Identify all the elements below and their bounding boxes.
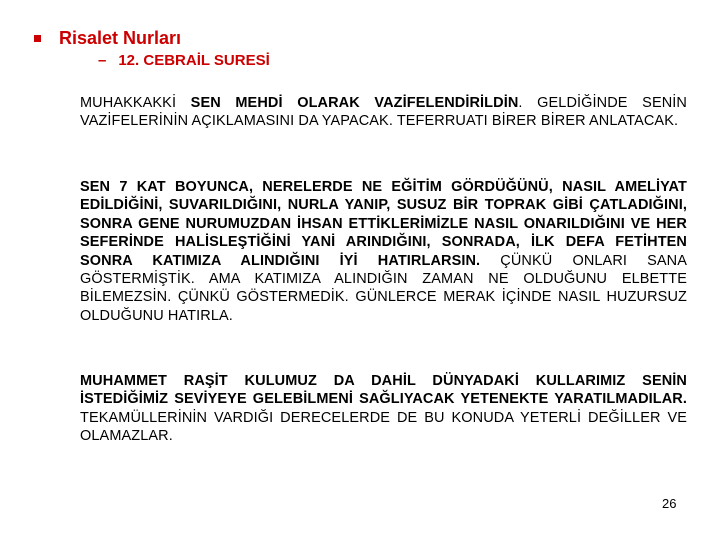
paragraph-2 (80, 178, 687, 325)
paragraph-3 (80, 372, 687, 446)
square-bullet-icon (34, 35, 41, 42)
heading-bullet (34, 28, 181, 49)
subheading-bullet (98, 52, 270, 69)
page-number: 26 (662, 496, 677, 511)
paragraph-1-text-a: MUHAKKAKKİ (80, 95, 191, 111)
paragraph-3-text: TEKAMÜLLERİNİN VARDIĞI DERECELERDE DE BU KONUDA YETERLİ DEĞİLLER VE OLAMAZLAR. (80, 409, 687, 445)
paragraph-2-text: ÇÜNKÜ ONLARI SANA GÖSTERMİŞTİK. AMA KATIMIZA ALINDIĞIN ZAMAN NE OLDUĞUNU ELBETTE BİLEMEZSİN. ÇÜNKÜ GÖSTERMEDİK. GÜNLERCE MERAK İÇİNDE NASIL HUZURSUZ OLDUĞUNU HATIRLA. (80, 252, 688, 324)
heading: Risalet Nurları (59, 28, 182, 48)
dash-bullet: – (98, 52, 107, 69)
paragraph-1 (80, 94, 687, 131)
paragraph-3-bold: MUHAMMET RAŞİT KULUMUZ DA DAHİL DÜNYADAKİ KULLARIMIZ SENİN İSTEDİĞİMİZ SEVİYEYE GELEBİLMENİ SAĞLIYACAK YETENEKTE YARATILMADILAR. (80, 373, 687, 408)
paragraph-1-text-c: . GELDİĞİNDE SENİN VAZİFELERİNİN AÇIKLAMASINI DA YAPACAK. TEFERRUATI BİRER BİRER ANLATACAK. (80, 95, 687, 130)
paragraph-2-bold: SEN 7 KAT BOYUNCA, NERELERDE NE EĞİTİM GÖRDÜĞÜNÜ, NASIL AMELİYAT EDİLDİĞİNİ, SUVARILDIĞINI, NURLA YANIP, SUSUZ BİR TOPRAK GİBİ ÇATLADIĞINI, SONRA GENE NURUMUZDAN İHSAN ETTİKLERİMİZLE NASIL ONARILDIĞINI VE HER SEFERİNDE HALİSLEŞTİĞİNİ YANİ ARINDIĞINI, SONRADA, İLK DEFA FETİHTEN SONRA KATIMIZA ALINDIĞINI İYİ HATIRLARSIN. (80, 179, 687, 269)
subheading: 12. CEBRAİL SURESİ (118, 52, 270, 69)
paragraph-1-bold: SEN MEHDİ OLARAK VAZİFELENDİRİLDİN (190, 95, 519, 111)
